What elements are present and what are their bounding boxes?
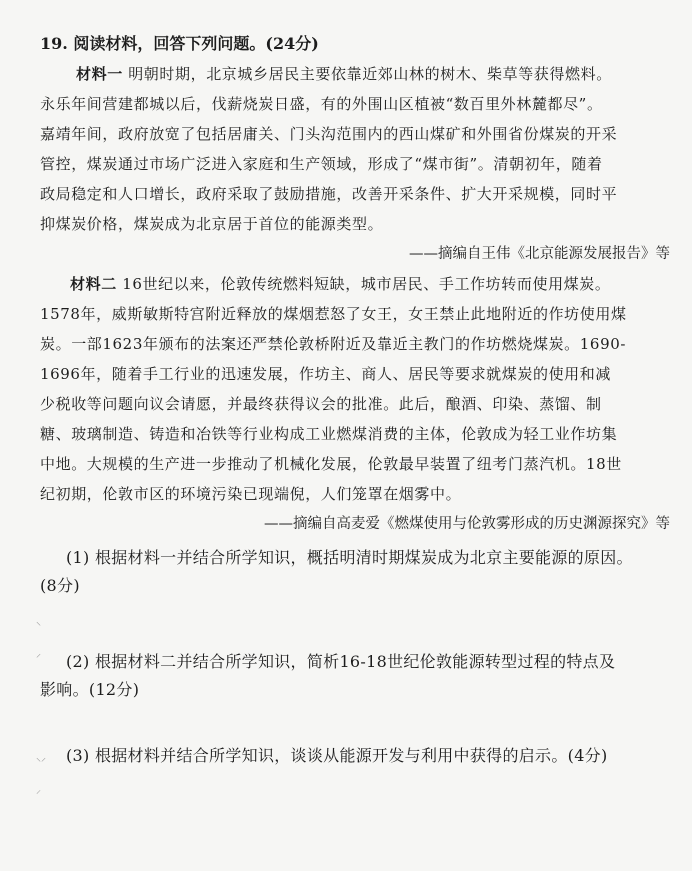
material1-line: 管控，煤炭通过市场广泛进入家庭和生产领域，形成了“煤市街”。清朝初年，随着 [40, 155, 603, 173]
material2-line: 糖、玻璃制造、铸造和冶铁等行业构成工业燃煤消费的主体，伦敦成为轻工业作坊集 [40, 425, 618, 443]
material2-line: 中地。大规模的生产进一步推动了机械化发展，伦敦最早装置了纽考门蒸汽机。18世 [40, 455, 622, 473]
material2-line: 纪初期，伦敦市区的环境污染已现端倪，人们笼罩在烟雾中。 [40, 485, 462, 503]
material2-line: 1578年，威斯敏斯特宫附近释放的煤烟惹怒了女王，女王禁止此地附近的作坊使用煤 [40, 305, 627, 323]
material1-line: 永乐年间营建都城以后，伐薪烧炭日盛，有的外围山区植被“数百里外林麓都尽”。 [40, 95, 603, 113]
margin-mark: ⸝ [36, 785, 41, 796]
material1-line: 嘉靖年间，政府放宽了包括居庸关、门头沟范围内的西山煤矿和外围省份煤炭的开采 [40, 125, 618, 143]
question-instruction: 阅读材料，回答下列问题。(24分) [73, 34, 319, 53]
subquestion-1-points: (8分) [40, 576, 80, 595]
material1-source: ——摘编自王伟《北京能源发展报告》等 [409, 246, 670, 262]
margin-mark: ⸌ [36, 621, 41, 632]
material1-line: 抑煤炭价格，煤炭成为北京居于首位的能源类型。 [40, 215, 384, 233]
margin-mark: ⸌⸍ [36, 757, 46, 768]
material2-line: 炭。一部1623年颁布的法案还严禁伦敦桥附近及靠近主教门的作坊燃烧煤炭。1690- [40, 335, 627, 353]
material1-label: 材料一 [76, 65, 123, 83]
subquestion-1: (1) 根据材料一并结合所学知识，概括明清时期煤炭成为北京主要能源的原因。 [66, 548, 633, 567]
subquestion-2: (2) 根据材料二并结合所学知识，简析16-18世纪伦敦能源转型过程的特点及 [66, 652, 616, 671]
material1-line: 政局稳定和人口增长，政府采取了鼓励措施，改善开采条件、扩大开采规模，同时平 [40, 185, 618, 203]
material2-line: 少税收等问题向议会请愿，并最终获得议会的批准。此后，酿酒、印染、蒸馏、制 [40, 395, 602, 413]
material2-line: 材料二 16世纪以来，伦敦传统燃料短缺，城市居民、手工作坊转而使用煤炭。 [70, 275, 611, 293]
subquestion-3: (3) 根据材料并结合所学知识，谈谈从能源开发与利用中获得的启示。(4分) [66, 746, 608, 765]
material2-label: 材料二 [70, 275, 117, 293]
question-number: 19. [40, 34, 68, 53]
material2-line: 1696年，随着手工行业的迅速发展，作坊主、商人、居民等要求就煤炭的使用和减 [40, 365, 611, 383]
subquestion-2-points: 影响。(12分) [40, 680, 140, 699]
material1-line: 材料一 明朝时期，北京城乡居民主要依靠近郊山林的树木、柴草等获得燃料。 [76, 65, 612, 83]
question-header [40, 34, 670, 54]
margin-mark: ⸍ [36, 653, 41, 664]
material2-source: ——摘编自高麦爱《燃煤使用与伦敦雾形成的历史渊源探究》等 [264, 516, 670, 532]
